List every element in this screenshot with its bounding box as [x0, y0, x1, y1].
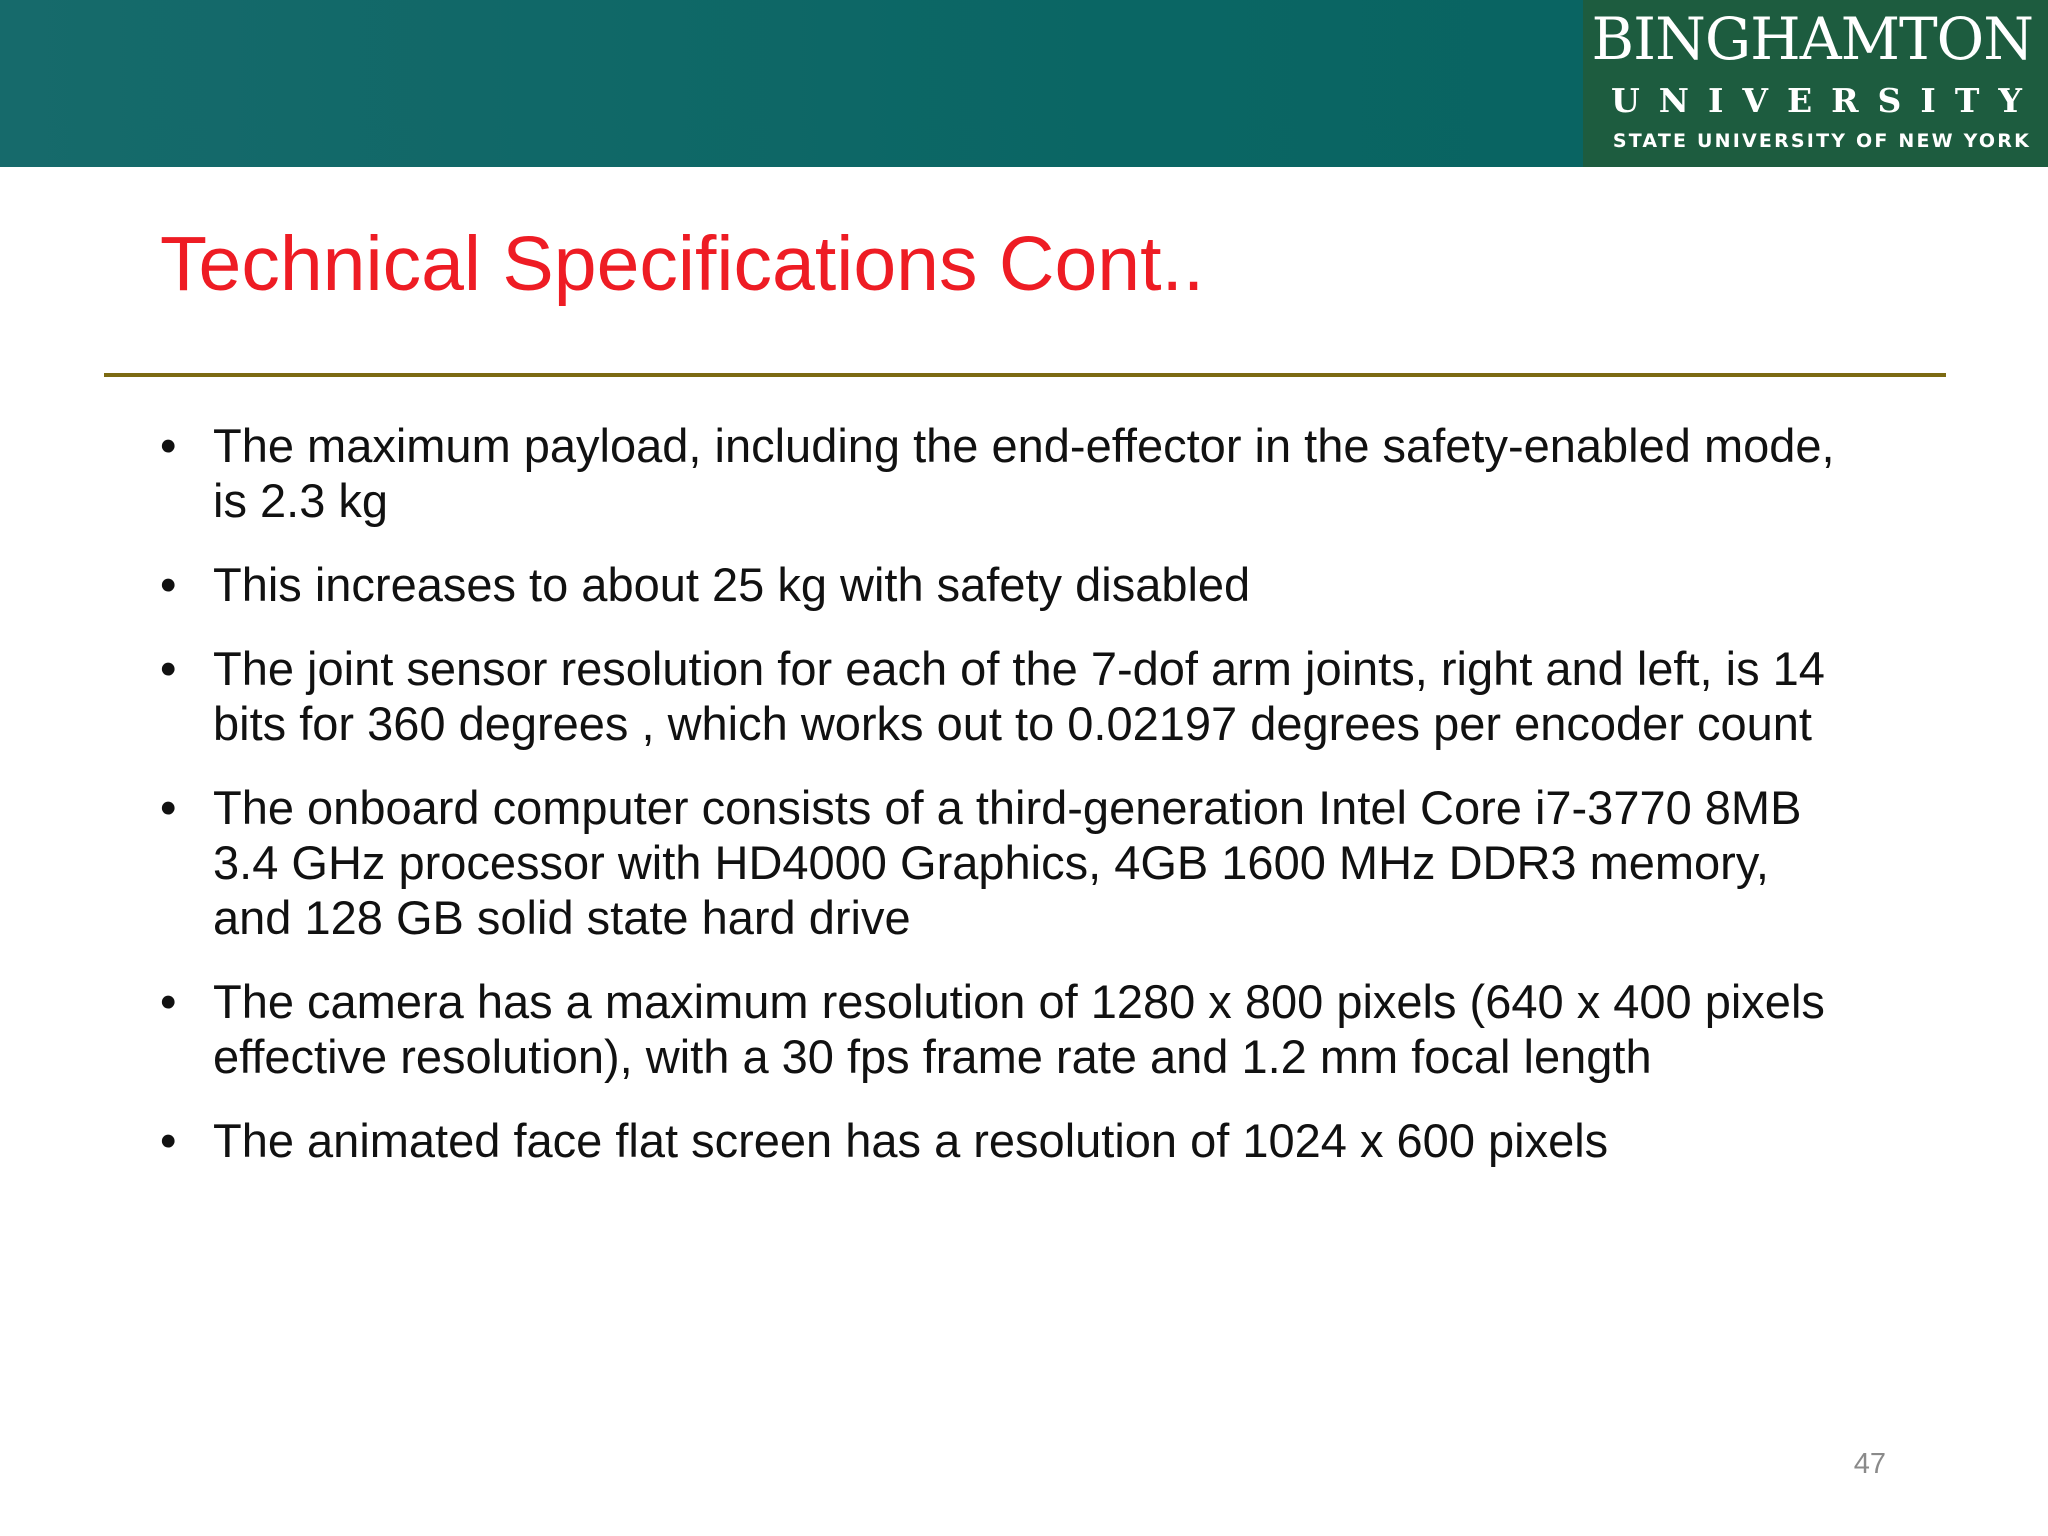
bullet-text: The joint sensor resolution for each of the 7-dof arm joints, right and left, is 14 bits for 360 degrees , which works out to 0.02197 degrees per encoder count: [213, 642, 1825, 750]
logo-tagline: STATE UNIVERSITY OF NEW YORK: [1612, 130, 2031, 152]
bullet-dot: •: [160, 781, 177, 834]
bullet-item: [0, 974, 1853, 1084]
bullet-text: This increases to about 25 kg with safety disabled: [213, 558, 1251, 611]
bullet-item: [0, 780, 1853, 945]
bullet-item: [0, 1113, 1853, 1168]
bullet-text: The maximum payload, including the end-effector in the safety-enabled mode, is 2.3 kg: [213, 419, 1835, 527]
bullet-list: [0, 418, 2048, 1197]
bullet-dot: •: [160, 558, 177, 611]
bullet-dot: •: [160, 419, 177, 472]
bullet-dot: •: [160, 642, 177, 695]
logo-subtitle: UNIVERSITY: [1611, 81, 2041, 120]
bullet-text: The onboard computer consists of a third-generation Intel Core i7-3770 8MB 3.4 GHz processor with HD4000 Graphics, 4GB 1600 MHz DDR3 memory, and 128 GB solid state hard drive: [213, 781, 1802, 944]
page-number: 47: [1853, 1448, 1886, 1480]
bullet-item: [0, 418, 1853, 528]
bullet-dot: •: [160, 1114, 177, 1167]
bullet-text: The camera has a maximum resolution of 1280 x 800 pixels (640 x 400 pixels effective resolution), with a 30 fps frame rate and 1.2 mm focal length: [213, 975, 1825, 1083]
slide-title: Technical Specifications Cont..: [160, 221, 1205, 307]
bullet-item: [0, 641, 1853, 751]
logo-wordmark: BINGHAMTON: [1591, 5, 2033, 73]
title-divider: [104, 373, 1946, 377]
university-logo: [1583, 0, 2048, 167]
bullet-dot: •: [160, 975, 177, 1028]
bullet-text: The animated face flat screen has a resolution of 1024 x 600 pixels: [213, 1114, 1609, 1167]
bullet-item: [0, 557, 1853, 612]
